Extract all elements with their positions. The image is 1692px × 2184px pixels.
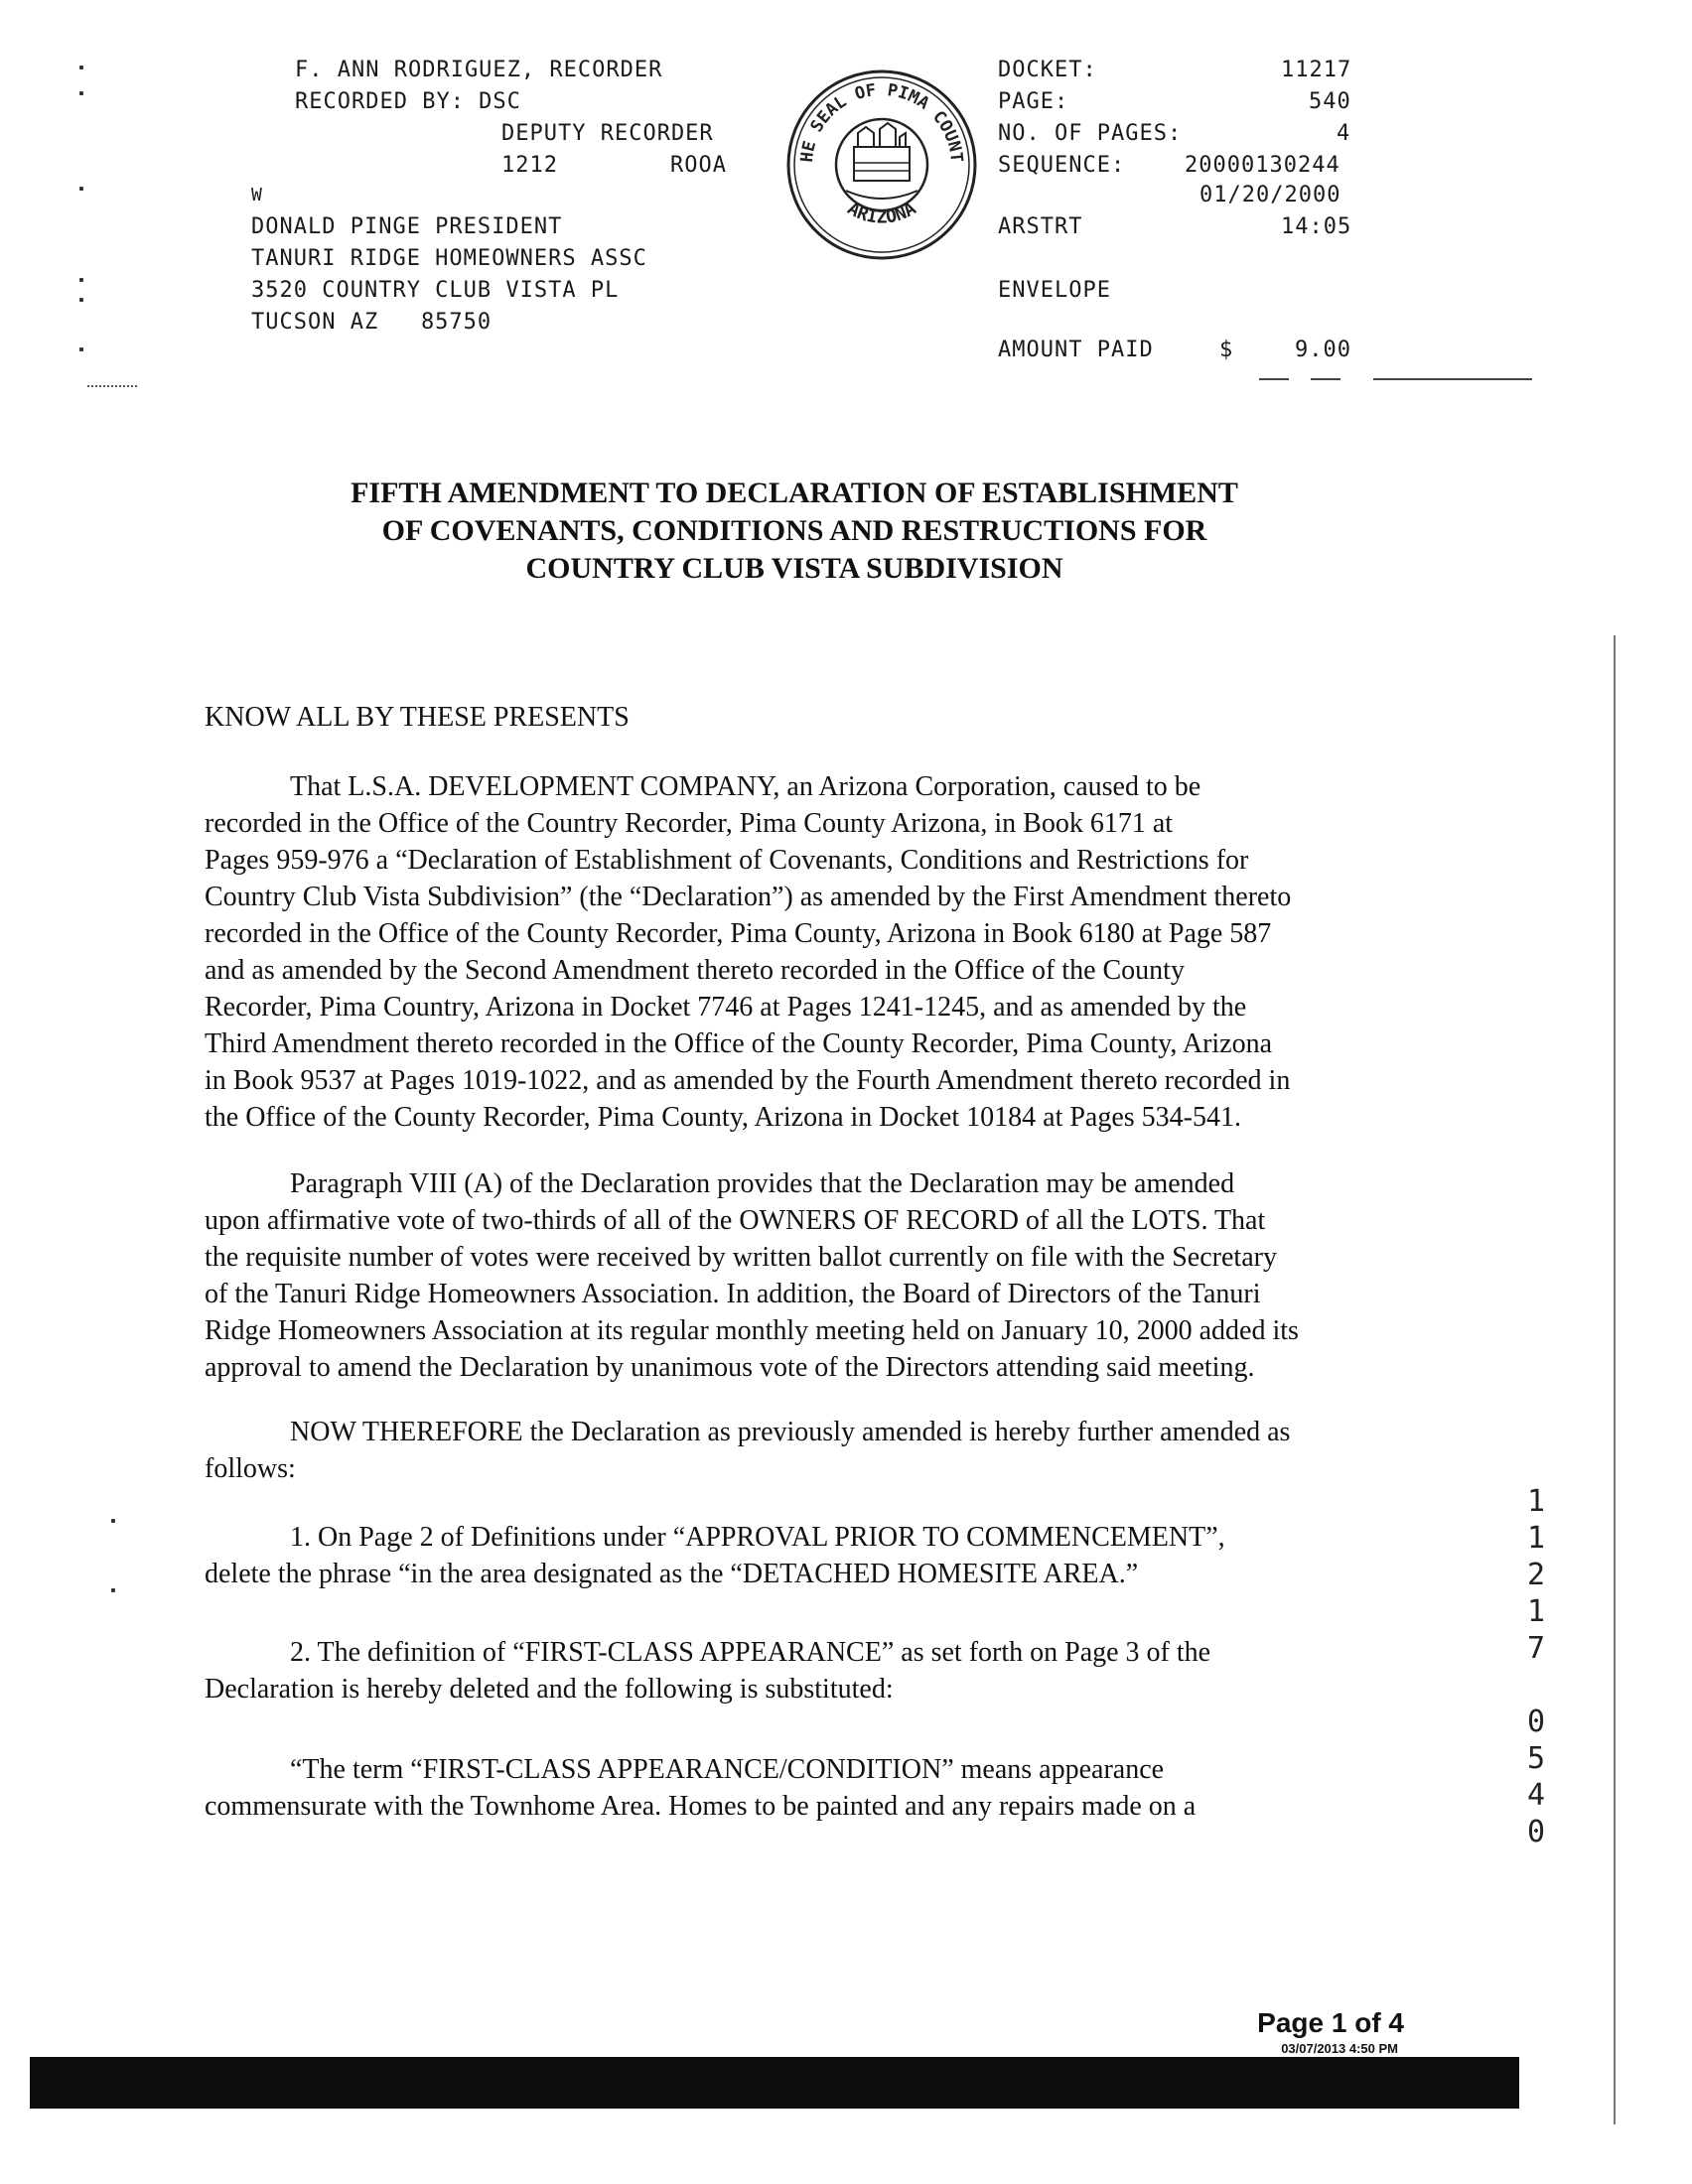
scan-mark bbox=[79, 347, 83, 351]
addressee-name: DONALD PINGE PRESIDENT bbox=[251, 214, 563, 239]
stamp-digit: 1 bbox=[1526, 1484, 1546, 1519]
paragraph-line: Paragraph VIII (A) of the Declaration provides that the Declaration may be amended bbox=[290, 1168, 1235, 1199]
scan-mark bbox=[87, 385, 137, 388]
scan-mark bbox=[79, 298, 83, 302]
pages-value: 4 bbox=[1337, 121, 1351, 146]
header-rule-2 bbox=[1311, 378, 1340, 380]
paragraph-line: approval to amend the Declaration by unanimous vote of the Directors attending said meeting. bbox=[205, 1352, 1255, 1383]
paragraph-line: in Book 9537 at Pages 1019-1022, and as amended by the Fourth Amendment thereto recorded in bbox=[205, 1065, 1291, 1096]
recorded-by: RECORDED BY: DSC bbox=[295, 89, 521, 114]
paragraph-line: follows: bbox=[205, 1453, 296, 1484]
docket-value: 11217 bbox=[1281, 58, 1352, 82]
stamp-digit: 0 bbox=[1526, 1815, 1546, 1849]
paragraph-now-therefore bbox=[205, 1414, 1290, 1487]
docket-label: DOCKET: bbox=[998, 58, 1097, 82]
stamp-digit: 2 bbox=[1526, 1558, 1546, 1592]
header-rule-3 bbox=[1373, 378, 1532, 380]
scan-mark bbox=[111, 1588, 115, 1592]
paragraph-line: recorded in the Office of the County Recorder, Pima County, Arizona in Book 6180 at Page 587 bbox=[205, 918, 1272, 949]
document-title-line-2: OF COVENANTS, CONDITIONS AND RESTRUCTIONS FOR bbox=[381, 514, 1207, 547]
seal-graphic bbox=[784, 68, 979, 262]
paragraph-line: 2. The definition of “FIRST-CLASS APPEARANCE” as set forth on Page 3 of the bbox=[290, 1637, 1211, 1668]
scan-mark bbox=[79, 91, 83, 95]
mail-code: W bbox=[251, 185, 263, 205]
seal-top-text: HE SEAL OF PIMA COUNT bbox=[796, 80, 967, 164]
header-rule-1 bbox=[1259, 378, 1289, 380]
stamp-digit: 5 bbox=[1526, 1741, 1546, 1776]
stamp-digit: 4 bbox=[1526, 1778, 1546, 1813]
paragraph-line: delete the phrase “in the area designated as the “DETACHED HOMESITE AREA.” bbox=[205, 1559, 1139, 1589]
know-all-heading: KNOW ALL BY THESE PRESENTS bbox=[205, 702, 630, 733]
paragraph-line: NOW THEREFORE the Declaration as previously amended is hereby further amended as bbox=[290, 1417, 1291, 1447]
paragraph-line: Ridge Homeowners Association at its regular monthly meeting held on January 10, 2000 added its bbox=[205, 1315, 1299, 1346]
amendment-item-2 bbox=[205, 1634, 1210, 1707]
amendment-item-3 bbox=[205, 1751, 1196, 1825]
amount-paid-value: 9.00 bbox=[1295, 338, 1351, 362]
deputy-recorder: DEPUTY RECORDER bbox=[501, 121, 714, 146]
page-number: Page 1 of 4 bbox=[1257, 2007, 1404, 2038]
paragraph-line: of the Tanuri Ridge Homeowners Association. In addition, the Board of Directors of the Tanuri bbox=[205, 1279, 1261, 1309]
print-timestamp: 03/07/2013 4:50 PM bbox=[1281, 2041, 1398, 2056]
seal-bottom-text: ARIZONA bbox=[843, 198, 920, 228]
record-time: 14:05 bbox=[1281, 214, 1352, 239]
stamp-digit: 1 bbox=[1526, 1594, 1546, 1629]
document-title-line-1: FIFTH AMENDMENT TO DECLARATION OF ESTABLISHMENT bbox=[351, 477, 1238, 509]
scan-mark bbox=[79, 187, 83, 191]
envelope-label: ENVELOPE bbox=[998, 278, 1111, 303]
sequence-value: 20000130244 bbox=[1185, 153, 1340, 178]
paragraph-line: Third Amendment thereto recorded in the Office of the County Recorder, Pima County, Arizona bbox=[205, 1028, 1273, 1059]
paragraph-line: “The term “FIRST-CLASS APPEARANCE/CONDITION” means appearance bbox=[290, 1754, 1165, 1785]
recorder-name: F. ANN RODRIGUEZ, RECORDER bbox=[295, 58, 663, 82]
sequence-label: SEQUENCE: bbox=[998, 153, 1126, 178]
stamp-gap bbox=[1524, 1667, 1548, 1704]
stamp-digit: 1 bbox=[1526, 1521, 1546, 1556]
paragraph-line: the Office of the County Recorder, Pima County, Arizona in Docket 10184 at Pages 534-541. bbox=[205, 1102, 1241, 1133]
addressee-organization: TANURI RIDGE HOMEOWNERS ASSC bbox=[251, 246, 647, 271]
addressee-street: 3520 COUNTRY CLUB VISTA PL bbox=[251, 278, 620, 303]
page-edge bbox=[1614, 635, 1616, 2124]
arstrt-label: ARSTRT bbox=[998, 214, 1083, 239]
recorder-code: 1212 bbox=[501, 153, 558, 178]
scan-footer-bar bbox=[30, 2057, 1519, 2109]
paragraph-voting bbox=[205, 1165, 1299, 1386]
paragraph-line: Pages 959-976 a “Declaration of Establishment of Covenants, Conditions and Restrictions for bbox=[205, 845, 1249, 876]
record-date: 01/20/2000 bbox=[1199, 183, 1341, 207]
amount-currency: $ bbox=[1219, 338, 1234, 362]
stamp-digit: 7 bbox=[1526, 1631, 1546, 1666]
page-label: PAGE: bbox=[998, 89, 1069, 114]
recorder-station: ROOA bbox=[670, 153, 727, 178]
addressee-city: TUCSON AZ 85750 bbox=[251, 310, 493, 335]
paragraph-line: Country Club Vista Subdivision” (the “Declaration”) as amended by the First Amendment thereto bbox=[205, 882, 1292, 912]
paragraph-line: recorded in the Office of the Country Recorder, Pima County Arizona, in Book 6171 at bbox=[205, 808, 1174, 839]
paragraph-line: commensurate with the Townhome Area. Homes to be painted and any repairs made on a bbox=[205, 1791, 1197, 1822]
paragraph-recitals bbox=[205, 768, 1291, 1136]
stamp-digit: 0 bbox=[1526, 1705, 1546, 1739]
scan-mark bbox=[79, 278, 83, 282]
document-title-line-3: COUNTRY CLUB VISTA SUBDIVISION bbox=[525, 552, 1063, 585]
amount-paid-label: AMOUNT PAID bbox=[998, 338, 1154, 362]
amendment-item-1 bbox=[205, 1519, 1225, 1592]
paragraph-line: 1. On Page 2 of Definitions under “APPROVAL PRIOR TO COMMENCEMENT”, bbox=[290, 1522, 1225, 1553]
paragraph-line: upon affirmative vote of two-thirds of all of the OWNERS OF RECORD of all the LOTS. That bbox=[205, 1205, 1266, 1236]
paragraph-line: That L.S.A. DEVELOPMENT COMPANY, an Arizona Corporation, caused to be bbox=[290, 771, 1201, 802]
scan-mark bbox=[111, 1519, 115, 1523]
paragraph-line: Declaration is hereby deleted and the following is substituted: bbox=[205, 1674, 894, 1705]
page-value: 540 bbox=[1309, 89, 1351, 114]
scan-mark bbox=[79, 66, 83, 69]
margin-docket-stamp bbox=[1524, 1483, 1548, 1850]
county-seal bbox=[784, 68, 979, 262]
paragraph-line: and as amended by the Second Amendment thereto recorded in the Office of the County bbox=[205, 955, 1185, 986]
paragraph-line: Recorder, Pima Country, Arizona in Docket 7746 at Pages 1241-1245, and as amended by the bbox=[205, 992, 1247, 1023]
paragraph-line: the requisite number of votes were received by written ballot currently on file with the Secretary bbox=[205, 1242, 1277, 1273]
pages-label: NO. OF PAGES: bbox=[998, 121, 1183, 146]
